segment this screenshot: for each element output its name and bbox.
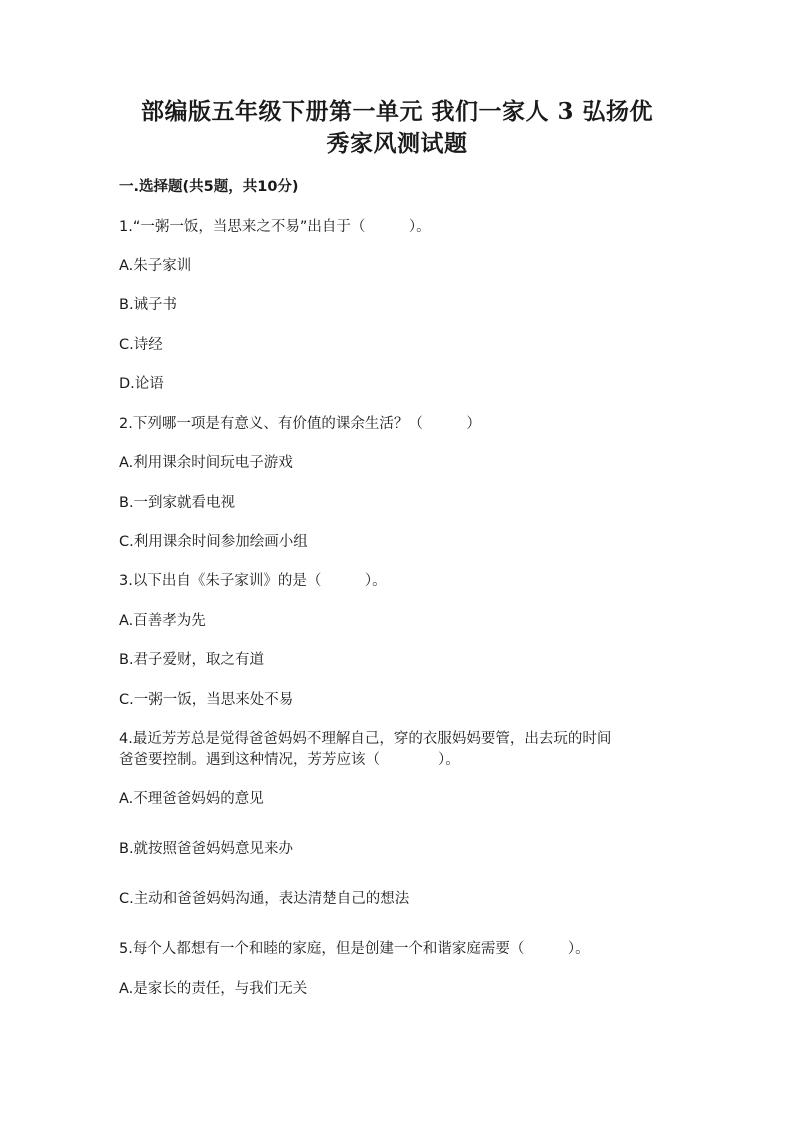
question-3-stem: 3.以下出自《朱子家训》的是（ ）。 [119, 573, 387, 589]
section-heading: 一.选择题(共5题，共10分) [119, 179, 299, 195]
question-2-stem: 2.下列哪一项是有意义、有价值的课余生活？（ ） [119, 416, 481, 432]
question-1-option-c: C.诗经 [119, 337, 163, 353]
question-4-stem-line-1: 4.最近芳芳总是觉得爸爸妈妈不理解自己，穿的衣服妈妈要管，出去玩的时间 [119, 731, 612, 747]
question-1-stem: 1.“一粥一饭，当思来之不易”出自于（ ）。 [119, 219, 431, 235]
question-2-option-b: B.一到家就看电视 [119, 495, 236, 511]
question-2-option-a: A.利用课余时间玩电子游戏 [119, 455, 293, 471]
question-3-option-c: C.一粥一饭，当思来处不易 [119, 692, 294, 708]
question-4-option-c: C.主动和爸爸妈妈沟通，表达清楚自己的想法 [119, 891, 410, 907]
question-5-stem: 5.每个人都想有一个和睦的家庭，但是创建一个和谐家庭需要（ ）。 [119, 941, 590, 957]
question-3-option-a: A.百善孝为先 [119, 613, 206, 629]
question-3-option-b: B.君子爱财，取之有道 [119, 652, 265, 668]
question-4-option-a: A.不理爸爸妈妈的意见 [119, 791, 264, 807]
question-4-stem-line-2: 爸爸要控制。遇到这种情况，芳芳应该（ ）。 [119, 752, 460, 768]
question-2-option-c: C.利用课余时间参加绘画小组 [119, 534, 308, 550]
question-1-option-b: B.诫子书 [119, 297, 178, 313]
question-1-option-a: A.朱子家训 [119, 258, 192, 274]
page-title-line-2: 秀家风测试题 [326, 130, 468, 157]
page-title-line-1: 部编版五年级下册第一单元 我们一家人 3 弘扬优 [140, 98, 654, 125]
question-1-option-d: D.论语 [119, 376, 164, 392]
question-4-option-b: B.就按照爸爸妈妈意见来办 [119, 841, 294, 857]
question-5-option-a: A.是家长的责任，与我们无关 [119, 981, 308, 997]
